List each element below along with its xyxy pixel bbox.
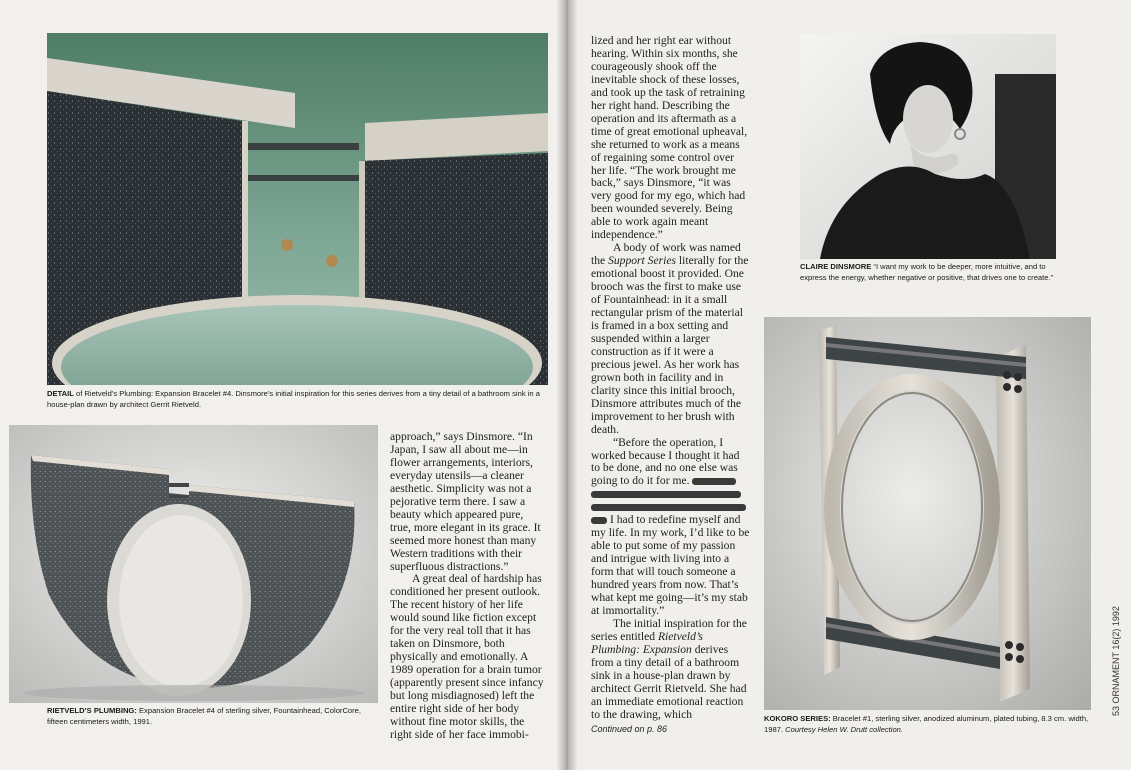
article-paragraph: lized and her right ear without hearing. Within six months, she courageously shook off the inevitable shock of these losses, and took up the task of retraining her right hand. Describing the operation and its aftermath as a time of great emotional upheaval, she returned to work as a means of regaining some control over her life. “The work brought me back,” says Dinsmore, “it was very good for my ego, which had been wounded severely. Being able to work again meant independence.” — [591, 34, 748, 242]
text-run: I had to redefine myself and my life. In my work, I’d like to be able to put some of my passion and intrigue with living into a form that will touch someone a hundred years from now. That’s what kept me going—it’s my stab at immortality.” — [591, 513, 750, 617]
article-column-left — [390, 431, 544, 742]
rietveld-bracelet-photo — [9, 425, 378, 703]
page-folio: 53 ORNAMENT 16(2) 1992 — [1111, 606, 1121, 716]
article-paragraph — [591, 618, 751, 722]
article-paragraph: approach,” says Dinsmore. “In Japan, I saw all about me—in flower arrangements, interiors, everyday utensils—a cleaner aesthetic. Simplicity was not a pejorative term there. I saw a beauty which appeared pure, true, more elegant in its grace. It seemed more honest than many Western traditions with their superfluous distractions.” — [390, 430, 541, 573]
detail-caption — [47, 389, 552, 410]
article-column-right — [591, 35, 751, 722]
series-title: Rietveld’s Plumbing: Expansion — [591, 629, 703, 656]
redaction-mark — [591, 504, 746, 511]
kokoro-caption-credit: Courtesy Helen W. Drutt collection. — [785, 724, 904, 734]
kokoro-caption — [764, 714, 1094, 735]
redaction-mark — [591, 517, 607, 524]
kokoro-bracelet-photo — [764, 317, 1091, 710]
rietveld-caption-text: Expansion Bracelet #4 of sterling silver, Fountainhead, ColorCore, fifteen centimeters width, 1991. — [47, 706, 362, 726]
rietveld-caption — [47, 706, 377, 727]
detail-caption-text: of Rietveld’s Plumbing: Expansion Bracelet #4. Dinsmore’s initial inspiration for this series derives from a tiny detail of a bathroom sink in a house-plan drawn by architect Gerrit Rietveld. — [47, 389, 540, 409]
claire-dinsmore-portrait — [800, 34, 1056, 259]
detail-caption-lead: DETAIL — [47, 389, 74, 398]
claire-caption-text: “I want my work to be deeper, more intuitive, and to express the energy, whether negative or positive, that drives one to create.” — [800, 262, 1054, 282]
text-run: A body of work was named the — [591, 241, 741, 268]
article-paragraph — [591, 242, 751, 436]
claire-caption — [800, 262, 1062, 283]
detail-photo — [47, 33, 548, 385]
continued-note: Continued on p. 86 — [591, 724, 668, 734]
text-run: The initial inspiration for the series entitled — [591, 616, 747, 643]
text-run: “Before the operation, I worked because I thought it had to be done, and no one else was going to do it for me. — [591, 435, 740, 488]
article-paragraph: A great deal of hardship has conditioned her present outlook. The recent history of her life would sound like fiction except for the very real toll that it has taken on Dinsmore, both physically and emotionally. A 1989 operation for a brain tumor (apparently present since infancy but long misdiagnosed) left the entire right side of her body without fine motor skills, the right side of her face immobi- — [390, 572, 544, 741]
claire-caption-lead: CLAIRE DINSMORE — [800, 262, 872, 271]
kokoro-caption-lead: KOKORO SERIES: — [764, 714, 831, 723]
text-run: literally for the emotional boost it provided. One brooch was the first to make use of Fountainhead: in it a small rectangular prism of the material is framed in a box setting and suspended within a larger construction as if it were a precious jewel. As her work has grown both in facility and in clarity since this initial brooch, Dinsmore attributes much of the improvement to her brush with death. — [591, 254, 749, 436]
page-gutter — [556, 0, 578, 770]
article-paragraph — [591, 437, 751, 618]
text-run: derives from a tiny detail of a bathroom sink in a house-plan drawn by architect Gerrit Rietveld. She had an immediate emotional reaction to the drawing, which — [591, 642, 747, 721]
redaction-mark — [591, 491, 741, 498]
rietveld-caption-lead: RIETVELD’S PLUMBING: — [47, 706, 137, 715]
series-title: Support Series — [608, 254, 677, 268]
redaction-mark — [692, 478, 736, 485]
kokoro-caption-text: Bracelet #1, sterling silver, anodized aluminum, plated tubing, 8.3 cm. width, 1987. — [764, 714, 1089, 734]
